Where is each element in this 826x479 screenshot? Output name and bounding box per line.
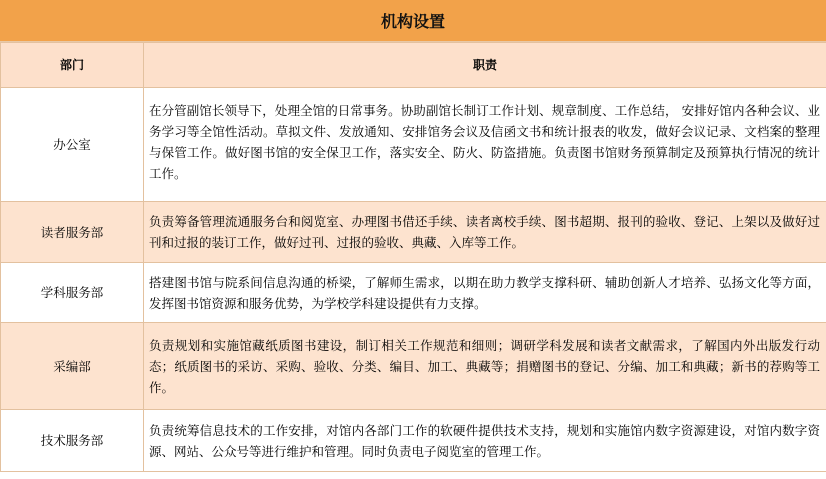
- department-cell: 读者服务部: [1, 202, 144, 263]
- table-row: [1, 410, 826, 472]
- table-row: [1, 323, 826, 410]
- duty-cell: 在分管副馆长领导下，处理全馆的日常事务。协助副馆长制订工作计划、规章制度、工作总结， 安排好馆内各种会议、业务学习等全馆性活动。草拟文件、发放通知、安排馆务会议及信函文书和统计报表的收发，做好会议记录、文档案的整理与保管工作。做好图书馆的安全保卫工作，落实安全、防火、防盗措施。负责图书馆财务预算制定及预算执行情况的统计工作。: [144, 88, 826, 202]
- duty-cell: 负责筹备管理流通服务台和阅览室、办理图书借还手续、读者离校手续、图书超期、报刊的验收、登记、上架以及做好过刊和过报的装订工作，做好过刊、过报的验收、典藏、入库等工作。: [144, 202, 826, 263]
- header-row: [1, 43, 826, 88]
- table-row: [1, 88, 826, 202]
- page-title: 机构设置: [0, 0, 826, 42]
- department-column-header: 部门: [1, 43, 144, 88]
- department-cell: 采编部: [1, 323, 144, 410]
- duty-column-header: 职责: [144, 43, 826, 88]
- table-row: [1, 263, 826, 323]
- department-cell: 办公室: [1, 88, 144, 202]
- org-table: [0, 42, 826, 472]
- table-row: [1, 202, 826, 263]
- department-cell: 技术服务部: [1, 410, 144, 472]
- duty-cell: 搭建图书馆与院系间信息沟通的桥梁，了解师生需求，以期在助力教学支撑科研、辅助创新人才培养、弘扬文化等方面，发挥图书馆资源和服务优势，为学校学科建设提供有力支撑。: [144, 263, 826, 323]
- duty-cell: 负责统筹信息技术的工作安排，对馆内各部门工作的软硬件提供技术支持，规划和实施馆内数字资源建设，对馆内数字资源、网站、公众号等进行维护和管理。同时负责电子阅览室的管理工作。: [144, 410, 826, 472]
- duty-cell: 负责规划和实施馆藏纸质图书建设，制订相关工作规范和细则；调研学科发展和读者文献需求，了解国内外出版发行动态；纸质图书的采访、采购、验收、分类、编目、加工、典藏等；捐赠图书的登记、分编、加工和典藏；新书的荐购等工作。: [144, 323, 826, 410]
- department-cell: 学科服务部: [1, 263, 144, 323]
